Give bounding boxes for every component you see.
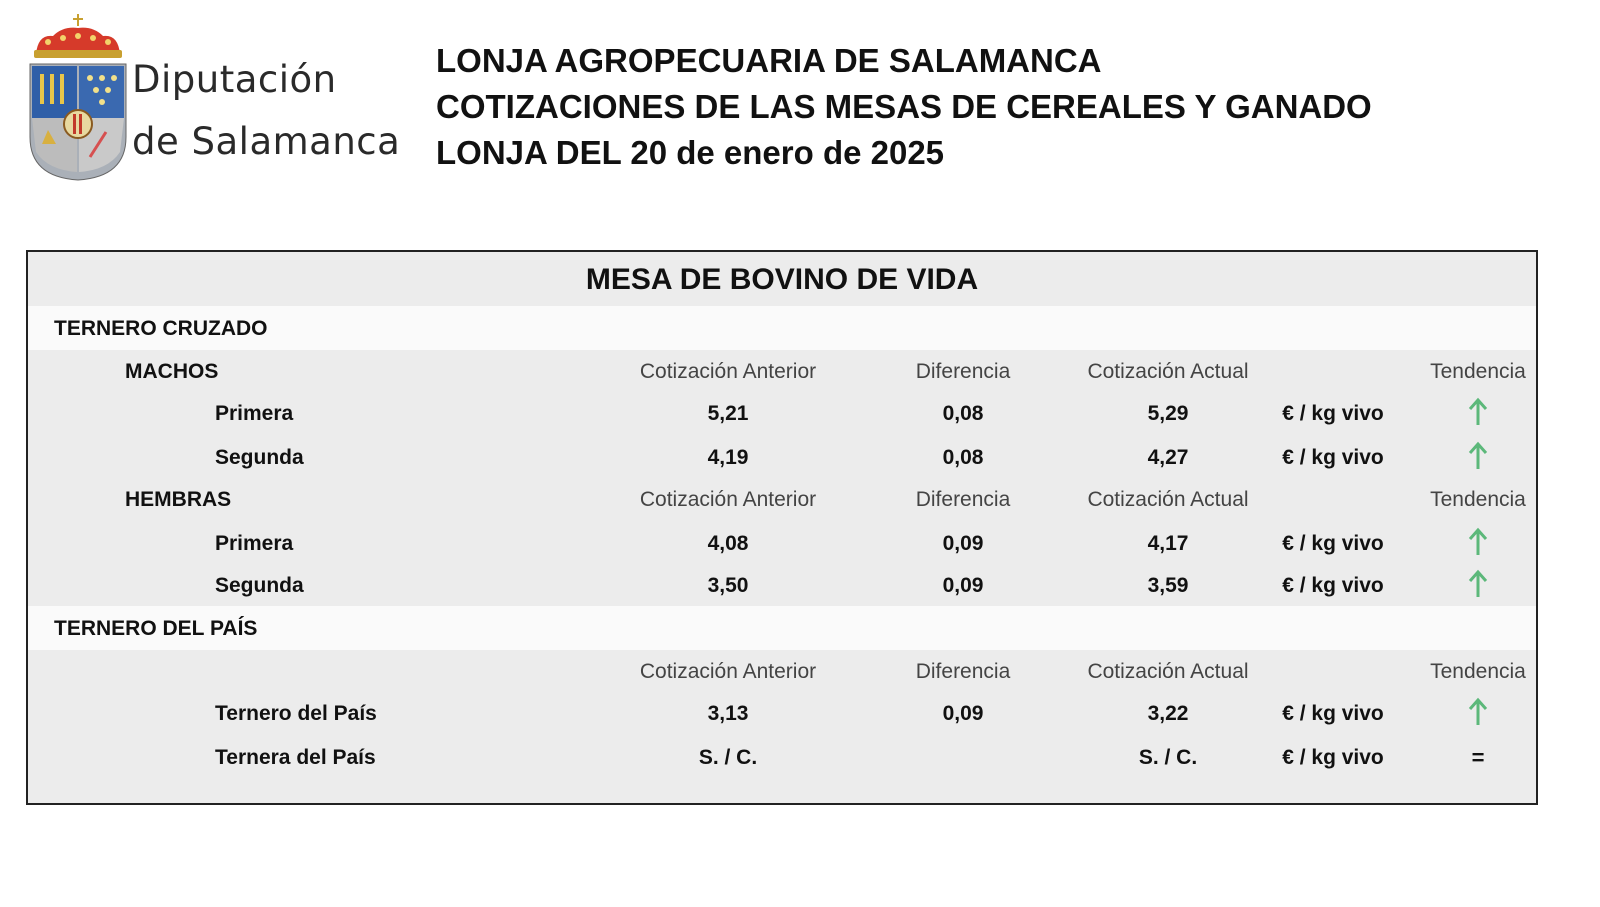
group-header-pais <box>28 650 1536 694</box>
trend-equal-indicator: = <box>1471 745 1485 770</box>
logo-text-line1: Diputación <box>132 58 337 101</box>
table-row <box>28 522 1536 566</box>
header-title-line2: COTIZACIONES DE LAS MESAS DE CEREALES Y GANADO <box>436 88 1372 125</box>
table-row <box>28 436 1536 480</box>
unit: € / kg vivo <box>1282 574 1384 597</box>
cotizacion-anterior: 3,13 <box>707 702 749 725</box>
header-title-line1: LONJA AGROPECUARIA DE SALAMANCA <box>436 42 1102 79</box>
diferencia: 0,08 <box>942 446 984 469</box>
cotizacion-actual: 4,27 <box>1147 446 1189 469</box>
cotizacion-anterior: S. / C. <box>698 746 758 769</box>
table-row <box>28 392 1536 436</box>
diferencia: 0,09 <box>942 702 984 725</box>
row-label: Ternera del País <box>215 746 376 769</box>
cotizacion-anterior: 3,50 <box>707 574 749 597</box>
section-band-cruzado <box>28 306 1536 350</box>
row-label: Segunda <box>215 574 304 597</box>
cotizacion-anterior: 4,08 <box>707 532 749 555</box>
section-title-pais: TERNERO DEL PAÍS <box>54 617 258 640</box>
section-title-cruzado: TERNERO CRUZADO <box>54 317 268 340</box>
trend-up-icon <box>1428 692 1528 736</box>
cotizacion-anterior: 4,19 <box>707 446 749 469</box>
unit: € / kg vivo <box>1282 446 1384 469</box>
mesa-bovino-table <box>26 250 1538 805</box>
row-label: Primera <box>215 402 294 425</box>
table-row <box>28 736 1536 780</box>
header-titles <box>436 38 1372 176</box>
column-header-actual: Cotización Actual <box>1087 360 1249 383</box>
column-header-tendencia: Tendencia <box>1430 488 1526 511</box>
cotizacion-actual: 5,29 <box>1147 402 1189 425</box>
header-title-line3: LONJA DEL 20 de enero de 2025 <box>436 134 945 171</box>
unit: € / kg vivo <box>1282 402 1384 425</box>
logo-text-line2: de Salamanca <box>132 120 401 163</box>
row-label: Ternero del País <box>215 702 377 725</box>
cotizacion-actual: S. / C. <box>1138 746 1198 769</box>
column-header-diferencia: Diferencia <box>915 488 1011 511</box>
diputacion-logo <box>28 12 401 182</box>
diferencia: 0,09 <box>942 532 984 555</box>
cotizacion-actual: 4,17 <box>1147 532 1189 555</box>
table-row <box>28 692 1536 736</box>
unit: € / kg vivo <box>1282 702 1384 725</box>
diferencia: 0,08 <box>942 402 984 425</box>
group-header-hembras <box>28 478 1536 522</box>
cotizacion-actual: 3,59 <box>1147 574 1189 597</box>
group-header-machos <box>28 350 1536 394</box>
row-label: Segunda <box>215 446 304 469</box>
column-header-actual: Cotización Actual <box>1087 488 1249 511</box>
section-band-pais <box>28 606 1536 650</box>
column-header-actual: Cotización Actual <box>1087 660 1249 683</box>
group-label: HEMBRAS <box>125 488 232 511</box>
column-header-diferencia: Diferencia <box>915 360 1011 383</box>
column-header-anterior: Cotización Anterior <box>639 660 817 683</box>
column-header-tendencia: Tendencia <box>1430 660 1526 683</box>
column-header-diferencia: Diferencia <box>915 660 1011 683</box>
column-header-tendencia: Tendencia <box>1430 360 1526 383</box>
row-label: Primera <box>215 532 294 555</box>
column-header-anterior: Cotización Anterior <box>639 360 817 383</box>
group-label: MACHOS <box>125 360 219 383</box>
diferencia: 0,09 <box>942 574 984 597</box>
trend-up-icon <box>1428 564 1528 608</box>
coat-of-arms-icon <box>28 12 128 182</box>
cotizacion-anterior: 5,21 <box>707 402 749 425</box>
table-title: MESA DE BOVINO DE VIDA <box>585 263 979 296</box>
trend-up-icon <box>1428 522 1528 566</box>
unit: € / kg vivo <box>1282 746 1384 769</box>
trend-up-icon <box>1428 436 1528 480</box>
cotizacion-actual: 3,22 <box>1147 702 1189 725</box>
table-row <box>28 564 1536 608</box>
unit: € / kg vivo <box>1282 532 1384 555</box>
trend-up-icon <box>1428 392 1528 436</box>
column-header-anterior: Cotización Anterior <box>639 488 817 511</box>
